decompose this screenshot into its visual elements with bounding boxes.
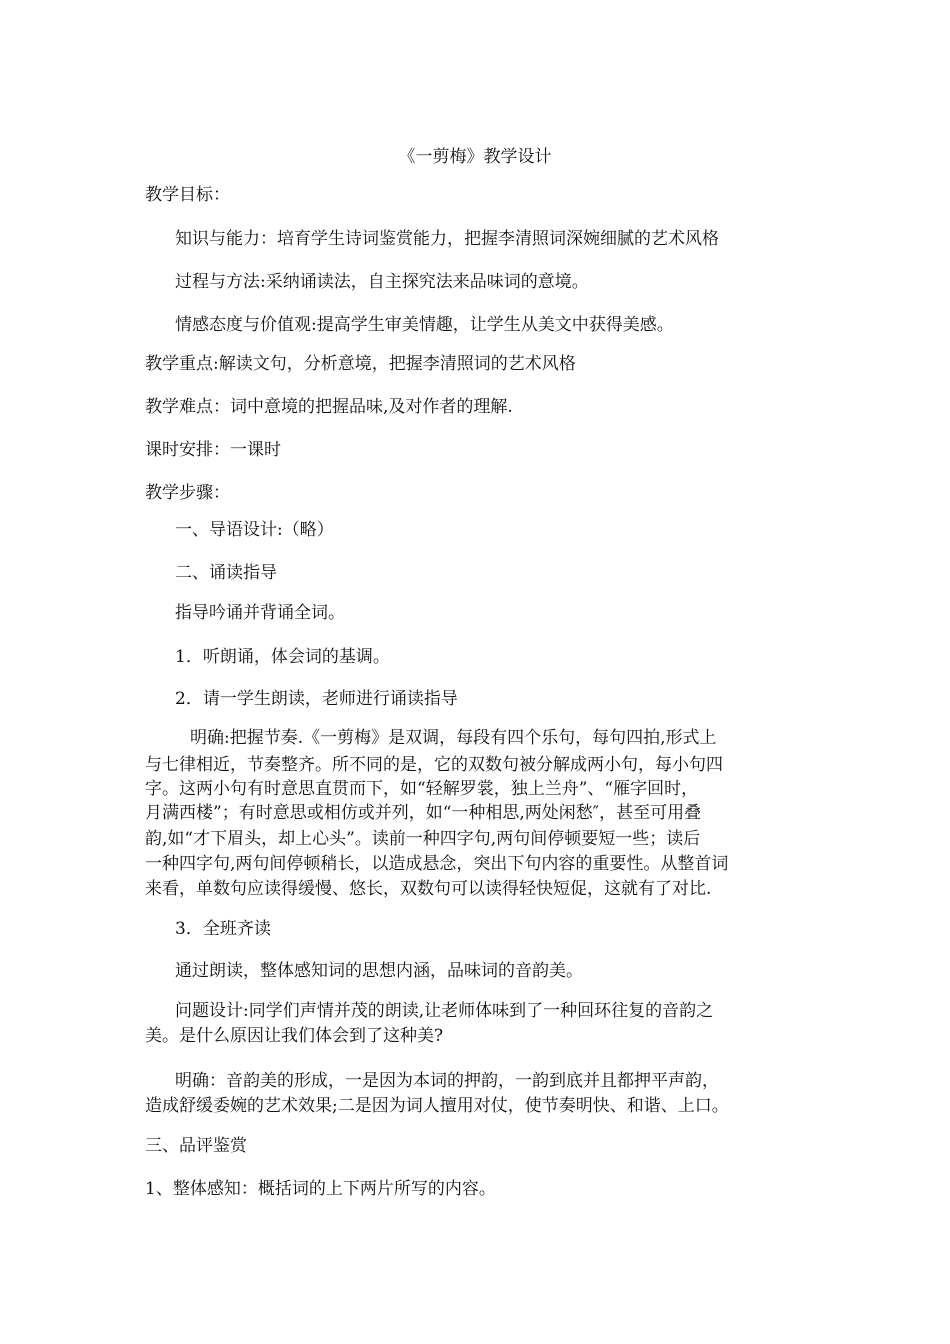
difficulties: 教学难点：词中意境的把握品味,及对作者的理解.	[145, 397, 513, 417]
item-1: 1．听朗诵，体会词的基调。	[175, 647, 390, 667]
section-3-item-1: 1、整体感知：概括词的上下两片所写的内容。	[145, 1179, 496, 1199]
step-2: 二、诵读指导	[175, 563, 277, 583]
clarify1-line: 与七律相近，节奏整齐。所不同的是，它的双数句被分解成两小句，每小句四	[145, 755, 723, 775]
steps-heading: 教学步骤：	[145, 483, 230, 503]
objective-knowledge: 知识与能力：培育学生诗词鉴赏能力，把握李清照词深婉细腻的艺术风格	[175, 229, 719, 249]
clarify1-line: 月满西楼”；有时意思或相仿或并列，如“一种相思,两处闲愁″，甚至可用叠	[145, 803, 702, 823]
objective-emotion: 情感态度与价值观:提高学生审美情趣，让学生从美文中获得美感。	[175, 315, 674, 335]
schedule: 课时安排：一课时	[145, 440, 281, 460]
objectives-heading: 教学目标：	[145, 185, 230, 205]
clarify1-line: 明确:把握节奏.《一剪梅》是双调，每段有四个乐句，每句四拍,形式上	[190, 728, 717, 748]
item-2: 2．请一学生朗读，老师进行诵读指导	[175, 689, 458, 709]
key-points: 教学重点:解读文句，分析意境，把握李清照词的艺术风格	[145, 354, 576, 374]
clarify2-line: 明确：音韵美的形成，一是因为本词的押韵，一韵到底并且都押平声韵，	[175, 1071, 719, 1091]
section-3-heading: 三、品评鉴赏	[145, 1136, 247, 1156]
question-line: 问题设计:同学们声情并茂的朗读,让老师体味到了一种回环往复的音韵之	[175, 1001, 714, 1021]
clarify1-line: 来看，单数句应读得缓慢、悠长，双数句可以读得轻快短促，这就有了对比.	[145, 879, 712, 899]
clarify1-line: 字。这两小句有时意思直贯而下，如“轻解罗裳，独上兰舟”、“雁字回时，	[145, 779, 699, 799]
guide-text: 指导吟诵并背诵全词。	[175, 603, 345, 623]
item-3: 3．全班齐读	[175, 919, 271, 939]
step-1: 一、导语设计:（略）	[175, 520, 334, 540]
clarify1-line: 韵,如“才下眉头，却上心头”。读前一种四字句,两句间停顿要短一些；读后	[145, 829, 701, 849]
document-title: 《一剪梅》教学设计	[398, 147, 552, 167]
question-line: 美。是什么原因让我们体会到了这种美?	[145, 1026, 444, 1046]
overall-text: 通过朗读，整体感知词的思想内涵，品味词的音韵美。	[175, 961, 583, 981]
clarify2-line: 造成舒缓委婉的艺术效果;二是因为词人擅用对仗，使节奏明快、和谐、上口。	[145, 1096, 729, 1116]
objective-process: 过程与方法:采纳诵读法，自主探究法来品味词的意境。	[175, 272, 589, 292]
clarify1-line: 一种四字句,两句间停顿稍长，以造成悬念，突出下句内容的重要性。从整首词	[145, 854, 729, 874]
